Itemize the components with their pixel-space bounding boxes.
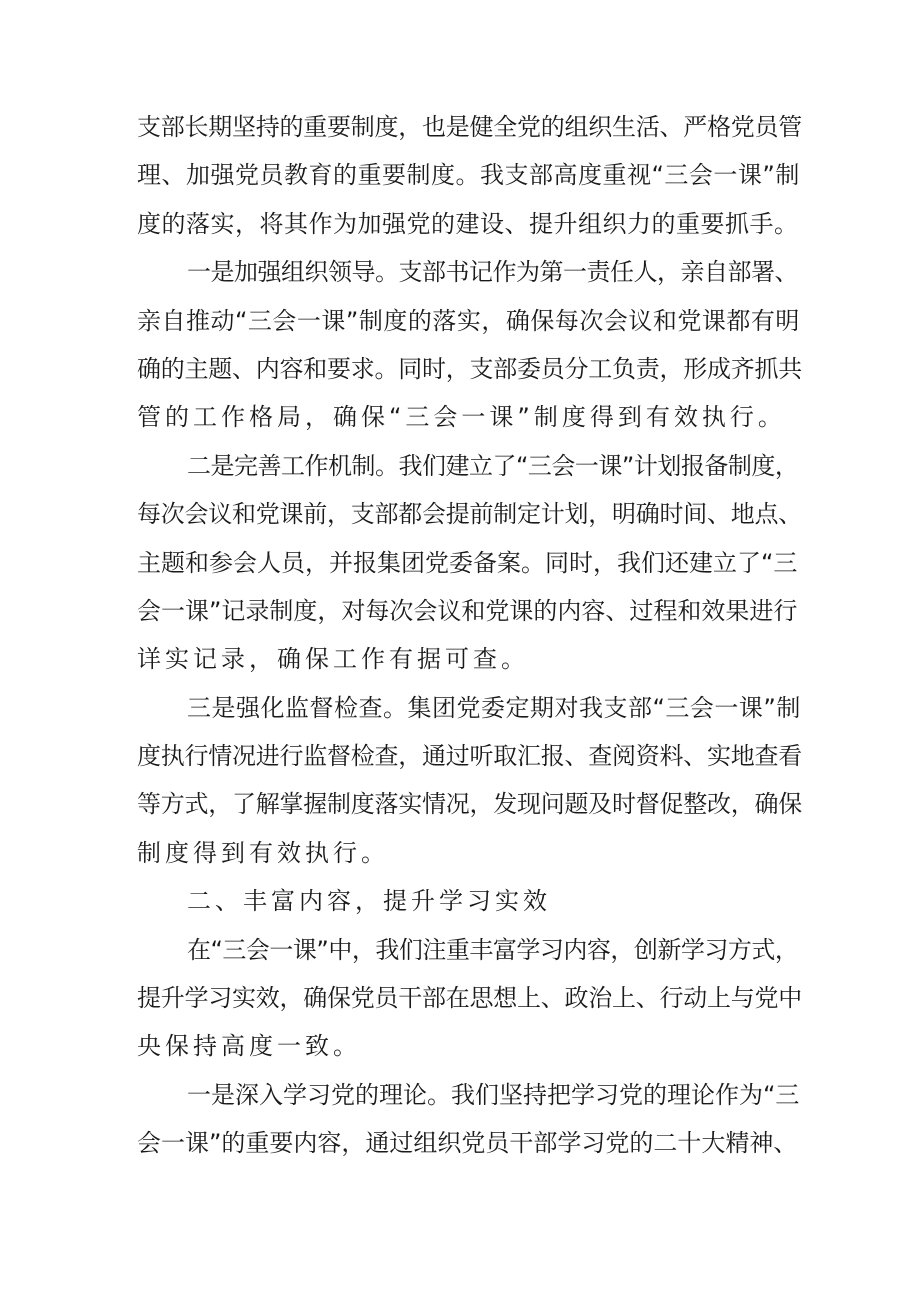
- text-line: 等方式，了解掌握制度落实情况，发现问题及时督促整改，确保: [137, 790, 802, 819]
- text-line: 度的落实，将其作为加强党的建设、提升组织力的重要抓手。: [137, 209, 799, 238]
- text-line: 央保持高度一致。: [137, 1032, 361, 1061]
- paragraph-start-line: 二是完善工作机制。我们建立了“三会一课”计划报备制度，: [187, 451, 799, 480]
- text-line: 制度得到有效执行。: [137, 838, 389, 867]
- text-line: 会一课”的重要内容，通过组织党员干部学习党的二十大精神、: [137, 1129, 798, 1158]
- text-line: 度执行情况进行监督检查，通过听取汇报、查阅资料、实地查看: [137, 742, 802, 771]
- text-line: 亲自推动“三会一课”制度的落实，确保每次会议和党课都有明: [137, 306, 800, 335]
- paragraph-start-line: 一是深入学习党的理论。我们坚持把学习党的理论作为“三: [187, 1080, 800, 1109]
- text-line: 理、加强党员教育的重要制度。我支部高度重视“三会一课”制: [137, 161, 800, 190]
- text-line: 管的工作格局，确保“三会一课”制度得到有效执行。: [137, 403, 786, 432]
- paragraph-start-line: 三是强化监督检查。集团党委定期对我支部“三会一课”制: [187, 693, 801, 722]
- text-line: 确的主题、内容和要求。同时，支部委员分工负责，形成齐抓共: [137, 354, 802, 383]
- text-line: 主题和参会人员，并报集团党委备案。同时，我们还建立了“三: [137, 548, 798, 577]
- document-body: [137, 103, 803, 1168]
- paragraph-start-line: 在“三会一课”中，我们注重丰富学习内容，创新学习方式，: [187, 935, 799, 964]
- paragraph-start-line: 一是加强组织领导。支部书记作为第一责任人，亲自部署、: [187, 258, 798, 287]
- text-line: 每次会议和党课前，支部都会提前制定计划，明确时间、地点、: [137, 500, 802, 529]
- text-line: 支部长期坚持的重要制度，也是健全党的组织生活、严格党员管: [137, 113, 802, 141]
- text-line: 会一课”记录制度，对每次会议和党课的内容、过程和效果进行: [137, 596, 798, 625]
- text-line: 提升学习实效，确保党员干部在思想上、政治上、行动上与党中: [137, 984, 802, 1013]
- text-line: 详实记录，确保工作有据可查。: [137, 645, 529, 674]
- section-heading: 二、丰富内容，提升学习实效: [187, 887, 551, 916]
